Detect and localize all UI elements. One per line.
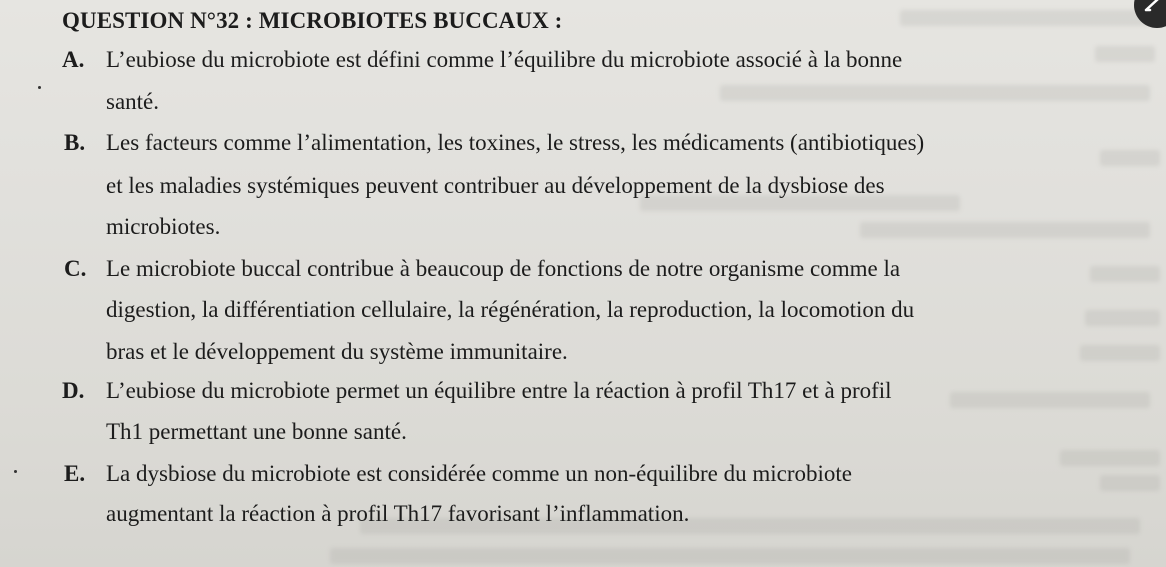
option-c-line-3: bras et le développement du système immunitaire. [106,339,568,364]
option-b-line-3: microbiotes. [106,214,221,239]
option-d-line-2: Th1 permettant une bonne santé. [106,419,407,444]
option-c-line-1: Le microbiote buccal contribue à beaucoup de fonctions de notre organisme comme la [106,256,901,281]
pen-tick [14,470,17,473]
option-b-line-1: Les facteurs comme l’alimentation, les toxines, le stress, les médicaments (antibiotiques) [106,130,925,155]
option-e-letter: E. [64,461,86,486]
option-e-line-1: La dysbiose du microbiote est considérée comme un non-équilibre du microbiote [106,461,853,486]
option-d-letter: D. [62,378,85,403]
option-a-line-2: santé. [106,89,160,114]
option-b-line-2: et les maladies systémiques peuvent contribuer au développement de la dysbiose des [106,173,885,198]
option-c-letter: C. [64,256,87,281]
option-b-letter: B. [64,130,86,155]
option-a-letter: A. [62,47,85,72]
option-e-line-2: augmentant la réaction à profil Th17 favorisant l’inflammation. [106,501,690,526]
question-title: QUESTION N°32 : MICROBIOTES BUCCAUX : [62,8,563,33]
option-a-line-1: L’eubiose du microbiote est défini comme l’équilibre du microbiote associé à la bonne [106,47,903,72]
option-c-line-2: digestion, la différentiation cellulaire, la régénération, la reproduction, la locomotion du [106,297,915,322]
pen-tick [38,86,41,89]
option-d-line-1: L’eubiose du microbiote permet un équilibre entre la réaction à profil Th17 et à profil [106,378,892,403]
